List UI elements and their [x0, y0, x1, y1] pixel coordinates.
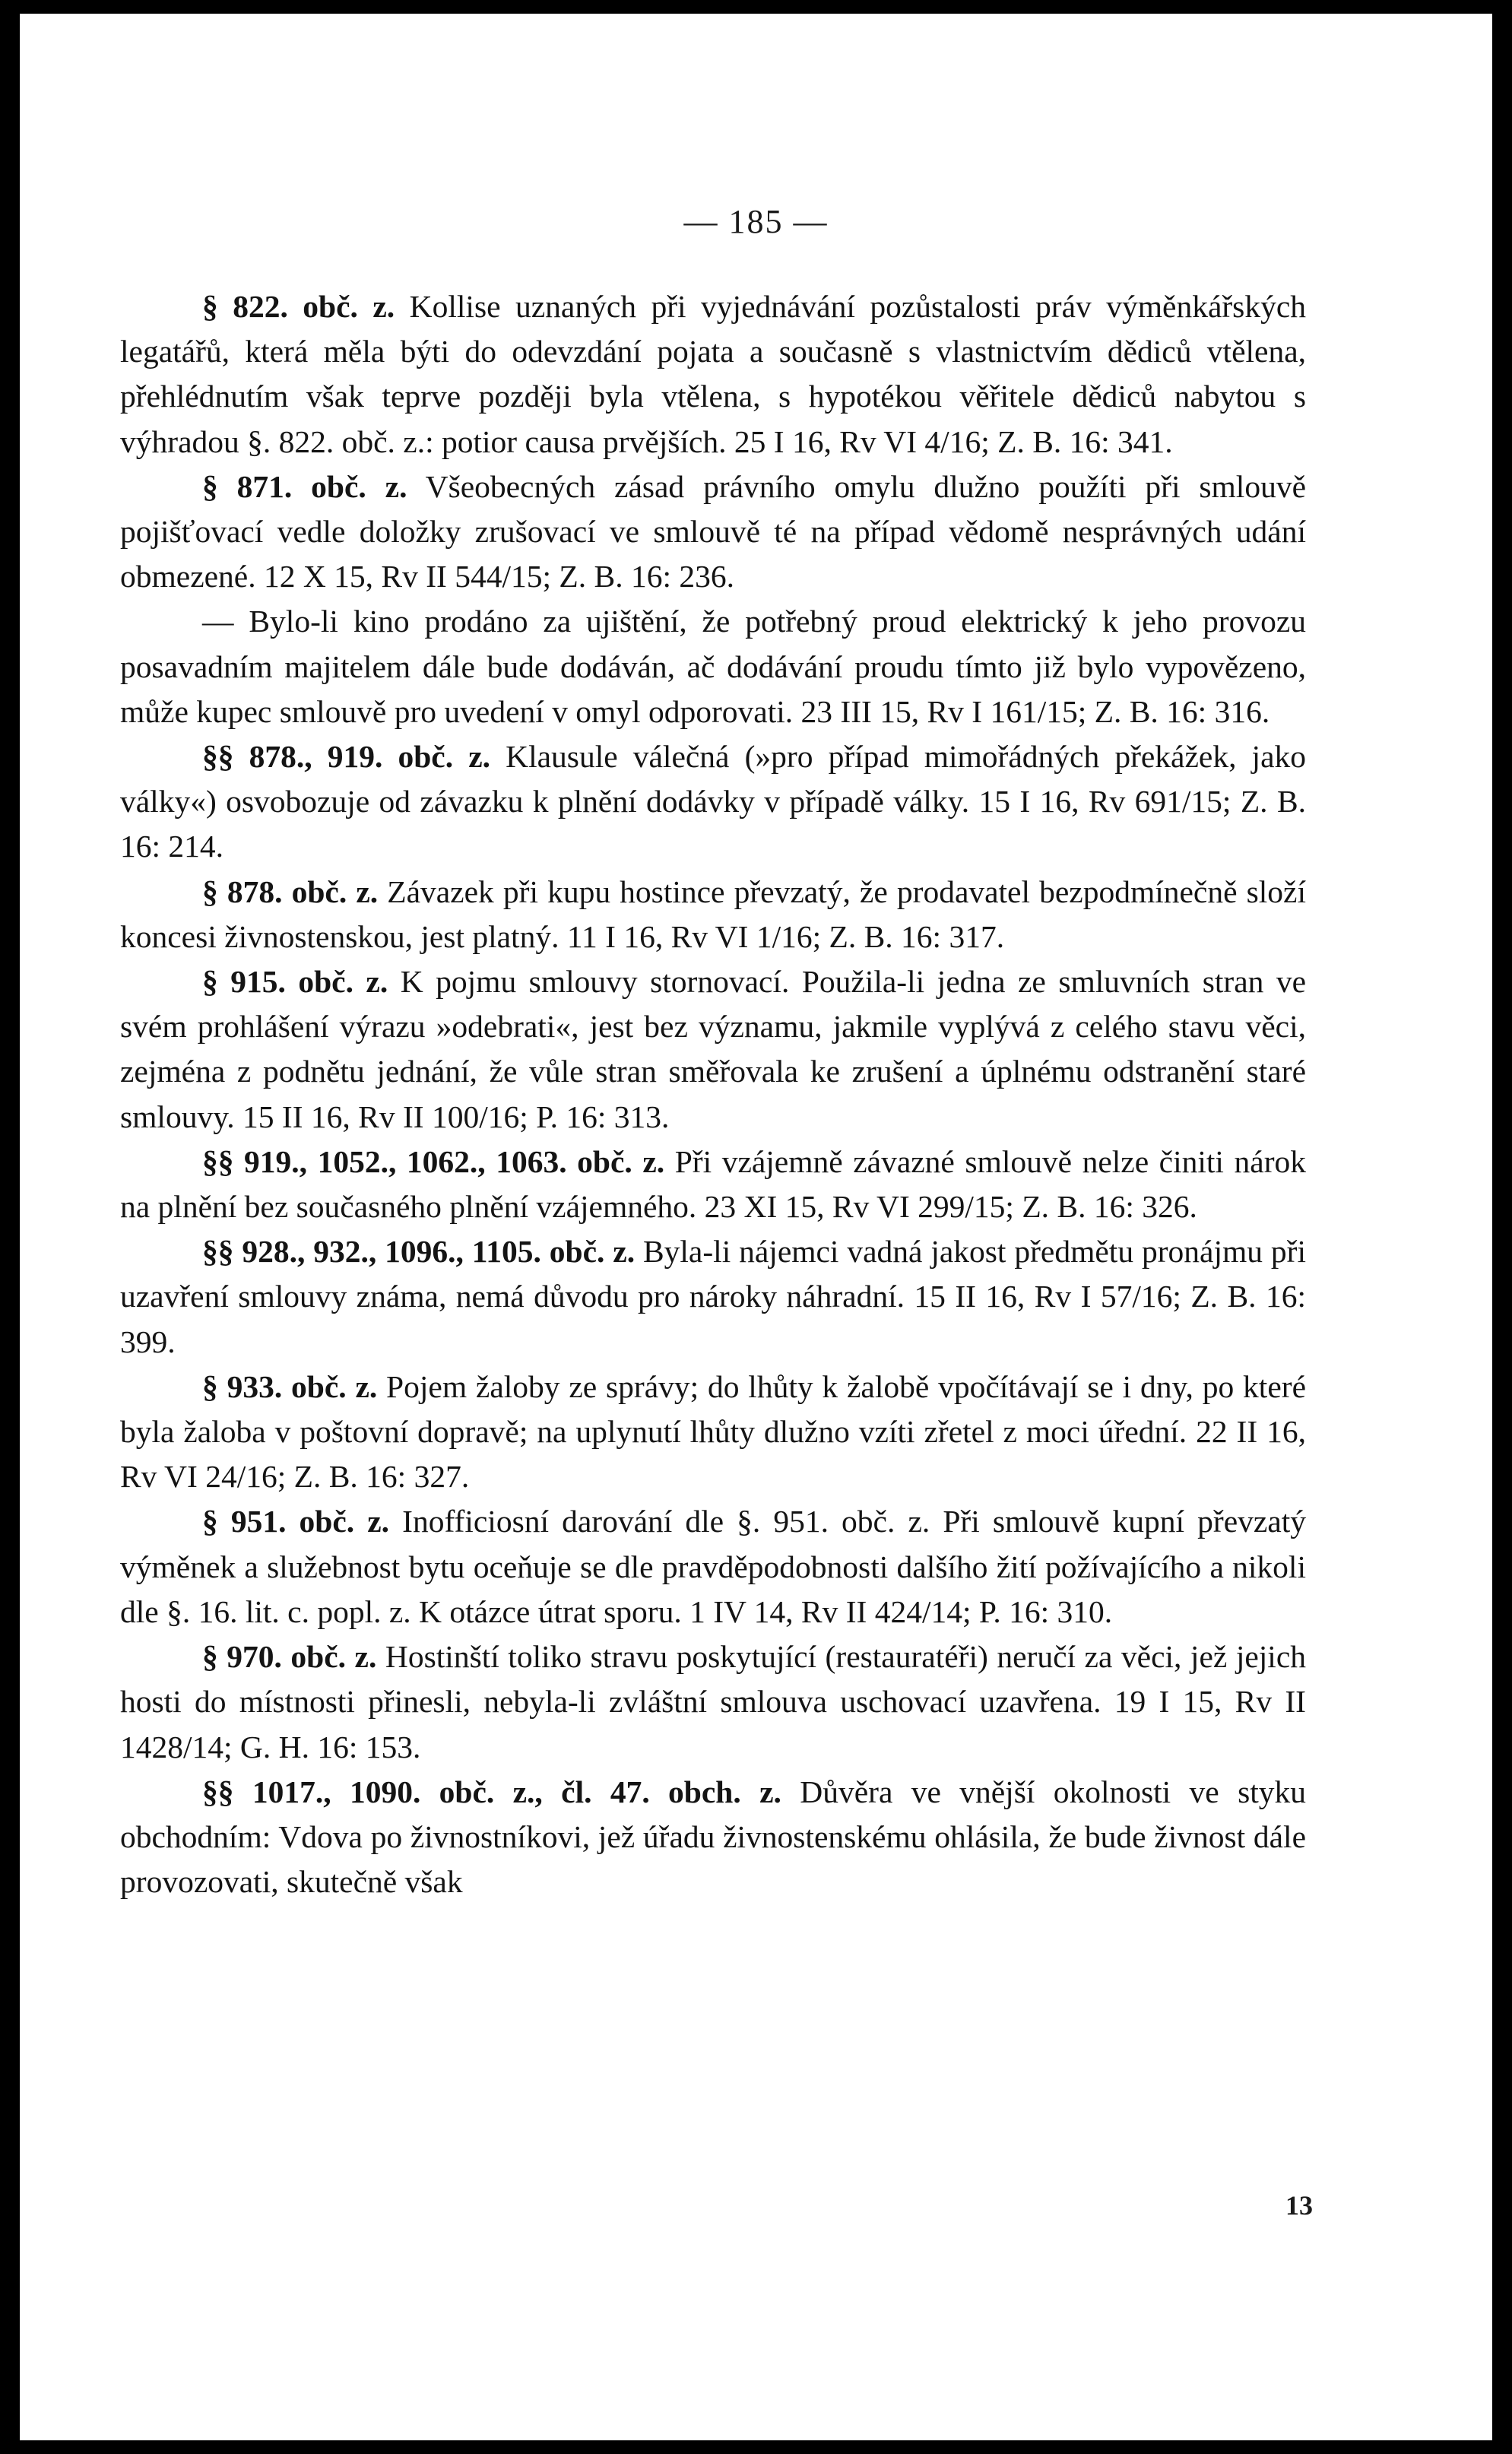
paragraph-text: — Bylo-li kino prodáno za ujištění, že potřebný proud elektrický k jeho provozu posavadním majitelem dále bude dodáván, ač dodávání proudu tímto již bylo vypovězeno, může kupec smlouvě pro uvedení v omyl odporovati. 23 III 15, Rv I 161/15; Z. B. 16: 316. — [120, 604, 1306, 729]
legal-reference: §§ 928., 932., 1096., 1105. obč. z. — [202, 1234, 636, 1270]
paragraph-text: Klausule válečná (»pro případ mimořádných překážek, jako války«) osvobozuje od závazku k plnění dodávky v případě války. 15 I 16, Rv 691/15; Z. B. 16: 214. — [120, 739, 1307, 864]
legal-reference: §§ 878., 919. obč. z. — [202, 739, 490, 775]
paragraph — [120, 1229, 1306, 1365]
paragraph-text: Inofficiosní darování dle §. 951. obč. z. Při smlouvě kupní převzatý výměnek a služebnost bytu oceňuje se dle pravděpodobnosti dalšího žití požívajícího a nikoli dle §. 16. lit. c. popl. z. K otázce útrat sporu. 1 IV 14, Rv II 424/14; P. 16: 310. — [120, 1504, 1307, 1629]
paragraph-text: Hostinští toliko stravu poskytující (restauratéři) neručí za věci, jež jejich hosti do místnosti přinesli, nebyla-li zvláštní smlouva uschovací uzavřena. 19 I 15, Rv II 1428/14; G. H. 16: 153. — [120, 1639, 1307, 1764]
paragraph-text: Při vzájemně závazné smlouvě nelze činiti nárok na plnění bez současného plnění vzájemného. 23 XI 15, Rv VI 299/15; Z. B. 16: 326. — [120, 1143, 1307, 1225]
paragraph-text: Důvěra ve vnější okolnosti ve styku obchodním: Vdova po živnostníkovi, jež úřadu živnostenskému ohlásila, že bude živnost dále provozovati, skutečně však — [120, 1774, 1306, 1900]
paragraph-text: Pojem žaloby ze správy; do lhůty k žalobě vpočítávají se i dny, po které byla žaloba v poštovní dopravě; na uplynutí lhůty dlužno vzíti zřetel z moci úřední. 22 II 16, Rv VI 24/16; Z. B. 16: 327. — [120, 1368, 1306, 1495]
book-page — [20, 14, 1492, 2440]
paragraph — [120, 870, 1306, 959]
legal-reference: §§ 1017., 1090. obč. z., čl. 47. obch. z. — [202, 1774, 781, 1809]
paragraph — [120, 284, 1306, 464]
page-number: — 185 — — [683, 203, 829, 240]
legal-reference: § 951. obč. z. — [202, 1504, 390, 1539]
paragraph — [120, 1140, 1306, 1229]
legal-reference: § 970. obč. z. — [202, 1639, 377, 1675]
paragraph-text: Závazek při kupu hostince převzatý, že prodavatel bezpodmínečně složí koncesi živnostenskou, jest platný. 11 I 16, Rv VI 1/16; Z. B. 16: 317. — [120, 873, 1307, 954]
paragraph — [120, 959, 1306, 1140]
paragraph — [120, 1499, 1306, 1634]
paragraph-text: Kollise uznaných při vyjednávání pozůstalosti práv výměnkářských legatářů, která měla býti do odevzdání pojata a současně s vlastnictvím dědiců vtělena, přehlédnutím však teprve později byla vtělena, s hypotékou věřitele dědiců nabytou s výhradou §. 822. obč. z.: potior causa prvějších. 25 I 16, Rv VI 4/16; Z. B. 16: 341. — [120, 289, 1306, 459]
paragraph-text: Všeobecných zásad právního omylu dlužno použíti při smlouvě pojišťovací vedle doložky zrušovací ve smlouvě té na případ vědomě nesprávných udání obmezené. 12 X 15, Rv II 544/15; Z. B. 16: 236. — [120, 468, 1306, 594]
paragraph — [120, 599, 1306, 734]
legal-reference: §§ 919., 1052., 1062., 1063. obč. z. — [202, 1143, 665, 1179]
legal-reference: § 915. obč. z. — [202, 964, 388, 1000]
paragraph — [120, 734, 1306, 870]
paragraph — [120, 1770, 1306, 1905]
paragraph-text: Byla-li nájemci vadná jakost předmětu pronájmu při uzavření smlouvy známa, nemá důvodu pro nároky náhradní. 15 II 16, Rv I 57/16; Z. B. 16: 399. — [120, 1234, 1306, 1359]
paragraph — [120, 1634, 1306, 1770]
legal-reference: § 933. obč. z. — [202, 1368, 378, 1404]
paragraph — [120, 1365, 1306, 1500]
legal-reference: § 878. obč. z. — [202, 873, 379, 909]
legal-reference: § 822. obč. z. — [202, 289, 395, 324]
paragraph — [120, 464, 1306, 600]
legal-reference: § 871. obč. z. — [202, 468, 407, 504]
paragraph-text: K pojmu smlouvy stornovací. Použila-li jedna ze smluvních stran ve svém prohlášení výrazu »odebrati«, jest bez významu, jakmile vyplývá z celého stavu věci, zejména z podnětu jednání, že vůle stran směřovala ke zrušení a úplnému odstranění staré smlouvy. 15 II 16, Rv II 100/16; P. 16: 313. — [120, 964, 1307, 1134]
signature-mark: 13 — [1285, 2190, 1313, 2221]
page-body — [120, 284, 1306, 1904]
